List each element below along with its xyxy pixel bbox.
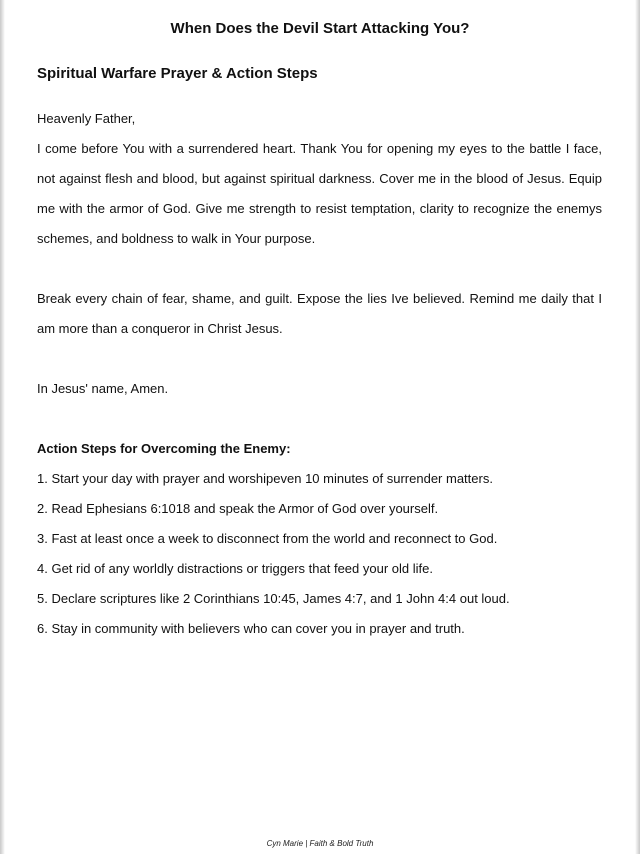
action-step-1: 1. Start your day with prayer and worshipeven 10 minutes of surrender matters.	[37, 471, 493, 486]
prayer-greeting: Heavenly Father,	[37, 111, 136, 126]
action-step-3: 3. Fast at least once a week to disconnect from the world and reconnect to God.	[37, 531, 498, 546]
prayer-paragraph-2: Break every chain of fear, shame, and guilt. Expose the lies Ive believed. Remind me daily that I am more than a conqueror in Christ Jesus.	[37, 291, 602, 336]
page-edge-left	[0, 0, 5, 854]
prayer-paragraph-1: I come before You with a surrendered heart. Thank You for opening my eyes to the battle I face, not against flesh and blood, but against spiritual darkness. Cover me in the blood of Jesus. Equip me with the armor of God. Give me strength to resist temptation, clarity to recognize the enemys schemes, and boldness to walk in Your purpose.	[37, 141, 602, 246]
action-step-6: 6. Stay in community with believers who can cover you in prayer and truth.	[37, 621, 465, 636]
action-step-5: 5. Declare scriptures like 2 Corinthians 10:45, James 4:7, and 1 John 4:4 out loud.	[37, 591, 510, 606]
action-steps-list	[37, 464, 602, 644]
page-footer: Cyn Marie | Faith & Bold Truth	[266, 839, 374, 848]
document-title: When Does the Devil Start Attacking You?	[170, 20, 470, 37]
action-step-4: 4. Get rid of any worldly distractions or triggers that feed your old life.	[37, 561, 433, 576]
page-edge-right	[635, 0, 640, 854]
action-step-2: 2. Read Ephesians 6:1018 and speak the Armor of God over yourself.	[37, 501, 439, 516]
action-steps-heading: Action Steps for Overcoming the Enemy:	[37, 441, 291, 456]
prayer-closing: In Jesus' name, Amen.	[37, 381, 169, 396]
section-heading: Spiritual Warfare Prayer & Action Steps	[37, 65, 318, 82]
